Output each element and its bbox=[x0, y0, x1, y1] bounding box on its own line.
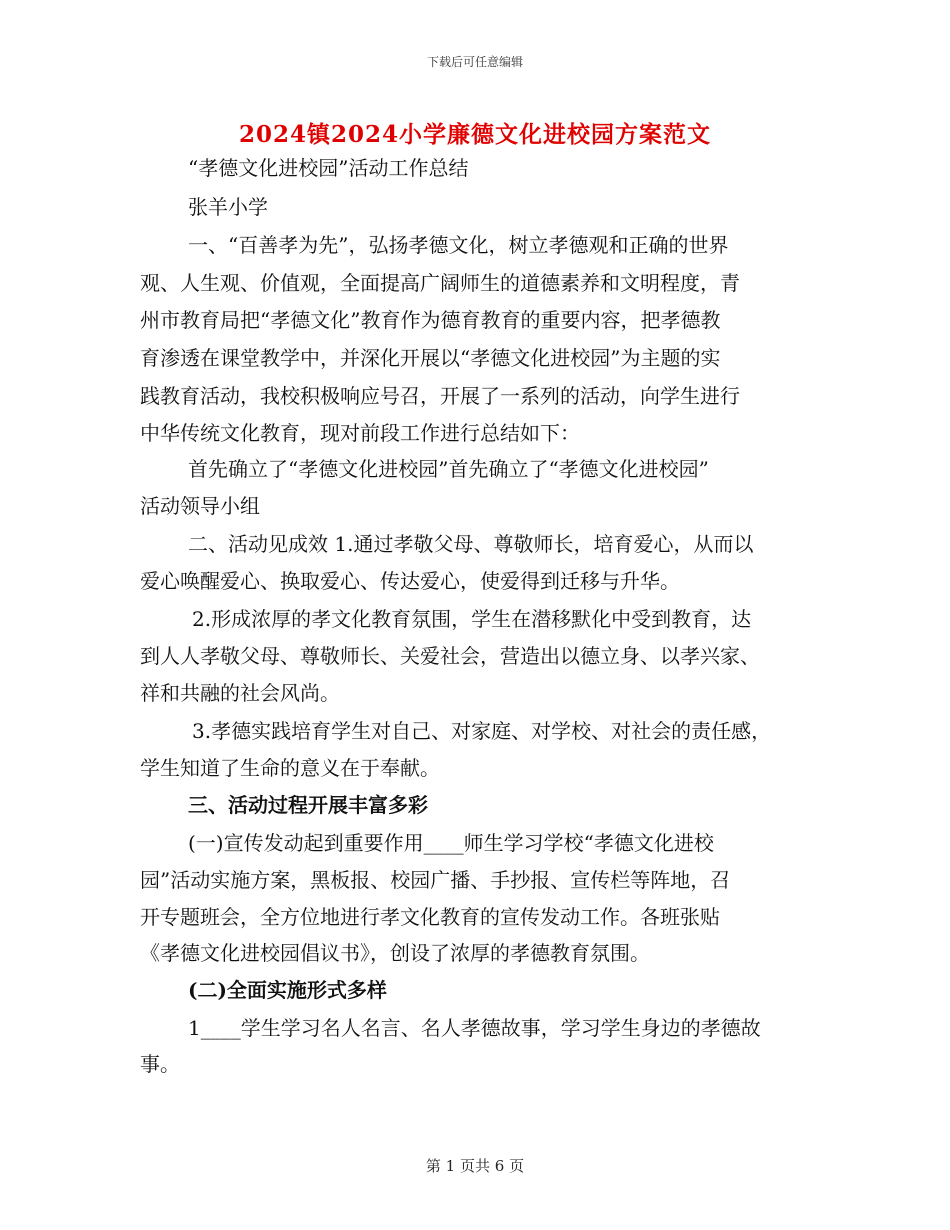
item2-line: 2.形成浓厚的孝文化教育氛围，学生在潜移默化中受到教育，达 bbox=[192, 607, 752, 631]
sub2-item-line: 1____学生学习名人名言、名人孝德故事，学习学生身边的孝德故 bbox=[188, 1016, 761, 1040]
section1-line: 育渗透在课堂教学中，并深化开展以“孝德文化进校园”为主题的实 bbox=[140, 346, 721, 370]
page-footer: 第 1 页共 6 页 bbox=[425, 1157, 525, 1175]
section2-line: 爱心唤醒爱心、换取爱心、传达爱心，使爱得到迁移与升华。 bbox=[140, 569, 680, 593]
leadership-line: 活动领导小组 bbox=[140, 494, 260, 518]
subtitle: “孝德文化进校园”活动工作总结 bbox=[188, 156, 469, 180]
school-name: 张羊小学 bbox=[188, 195, 268, 219]
sub1-line: (一)宣传发动起到重要作用____师生学习学校“孝德文化进校 bbox=[188, 831, 714, 855]
document-title: 2024镇2024小学廉德文化进校园方案范文 bbox=[238, 121, 712, 148]
sub1-line: 《孝德文化进校园倡议书》，创设了浓厚的孝德教育氛围。 bbox=[140, 941, 650, 965]
item2-line: 祥和共融的社会风尚。 bbox=[140, 681, 340, 705]
item3-line: 3.孝德实践培育学生对自己、对家庭、对学校、对社会的责任感， bbox=[192, 719, 772, 743]
item3-line: 学生知道了生命的意义在于奉献。 bbox=[140, 756, 440, 780]
sub1-line: 园”活动实施方案，黑板报、校园广播、手抄报、宣传栏等阵地，召 bbox=[140, 868, 731, 892]
section3-heading: 三、活动过程开展丰富多彩 bbox=[188, 793, 428, 817]
page-header: 下载后可任意编辑 bbox=[426, 55, 523, 69]
sub1-line: 开专题班会，全方位地进行孝文化教育的宣传发动工作。各班张贴 bbox=[140, 905, 720, 929]
sub2-item-line: 事。 bbox=[140, 1052, 180, 1076]
section1-line: 州市教育局把“孝德文化”教育作为德育教育的重要内容，把孝德教 bbox=[140, 308, 721, 332]
section1-line: 中华传统文化教育，现对前段工作进行总结如下： bbox=[140, 421, 580, 445]
section1-line: 观、人生观、价值观，全面提高广阔师生的道德素养和文明程度，青 bbox=[140, 271, 740, 295]
section1-line: 一、“百善孝为先”，弘扬孝德文化，树立孝德观和正确的世界 bbox=[188, 233, 729, 257]
section2-line: 二、活动见成效 1.通过孝敬父母、尊敬师长，培育爱心，从而以 bbox=[188, 532, 754, 556]
sub2-heading: (二)全面实施形式多样 bbox=[188, 978, 387, 1002]
item2-line: 到人人孝敬父母、尊敬师长、关爱社会，营造出以德立身、以孝兴家、 bbox=[140, 644, 760, 668]
section1-line: 践教育活动，我校积极响应号召，开展了一系列的活动，向学生进行 bbox=[140, 384, 740, 408]
leadership-line: 首先确立了“孝德文化进校园”首先确立了“孝德文化进校园” bbox=[188, 457, 709, 481]
